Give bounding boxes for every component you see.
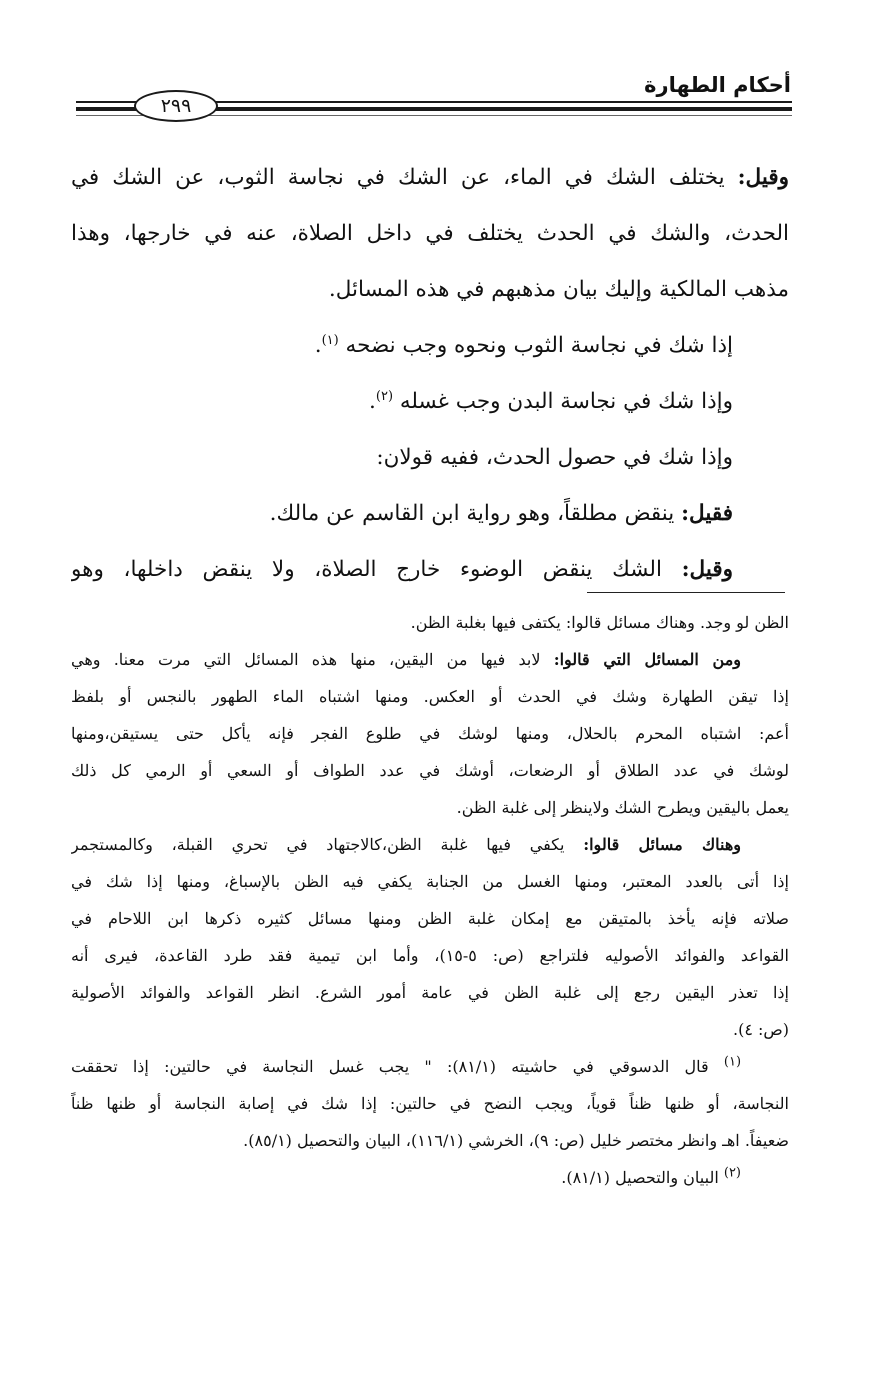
text-line (71, 150, 789, 206)
footnote-line (71, 826, 789, 863)
line-text: يختلف الشك في الماء، عن الشك في نجاسة الثوب، عن الشك في (71, 165, 738, 190)
line-lead: وقيل: (737, 165, 789, 190)
page-number: ٢٩٩ (134, 90, 218, 122)
line-text: إذا أتى بالعدد المعتبر، ومنها الغسل من الجنابة يكفي فيه الظن بالإسباغ، ومنها إذا شك في (71, 872, 789, 891)
line-text: قال الدسوقي في حاشيته (٨١/١): " يجب غسل النجاسة في حالتين: إذا تحققت (71, 1057, 724, 1076)
footnote-line (71, 1085, 789, 1122)
line-text: إذا شك في نجاسة الثوب ونحوه وجب نضحه (345, 333, 733, 358)
footnote-line (71, 789, 789, 826)
line-text: يكفي فيها غلبة الظن،كالاجتهاد في تحري القبلة، وكالمستجمر (71, 835, 584, 854)
line-lead: وقيل: (681, 557, 733, 582)
footnote-marker: (٢) (723, 1165, 741, 1181)
footnote-line (71, 1159, 789, 1196)
footnote-marker: (٢) (375, 388, 394, 404)
main-text-block (71, 150, 789, 598)
footnotes-block (71, 604, 789, 1196)
line-text: مذهب المالكية وإليك بيان مذهبهم في هذه المسائل. (328, 277, 789, 302)
line-text: وإذا شك في نجاسة البدن وجب غسله (399, 389, 733, 414)
line-lead: فقيل: (681, 501, 733, 526)
footnote-line (71, 1048, 789, 1085)
line-tail: . (314, 333, 322, 358)
footnote-line (71, 641, 789, 678)
line-text: إذا تيقن الطهارة وشك في الحدث أو العكس. ومنها اشتباه الماء الطهور بالنجس أو بلفظ (71, 687, 789, 706)
footnote-line (71, 863, 789, 900)
text-line (71, 374, 789, 430)
line-text: يعمل باليقين ويطرح الشك ولاينظر إلى غلبة الظن. (456, 798, 789, 817)
line-text: لوشك في عدد الطلاق أو الرضعات، أوشك في عدد الطواف أو السعي أو الرمي كل ذلك (71, 761, 789, 780)
line-text: الحدث، والشك في الحدث يختلف في داخل الصلاة، عنه في خارجها، وهذا (71, 221, 789, 246)
footnote-line (71, 604, 789, 641)
footnote-marker: (١) (321, 332, 339, 348)
text-line (71, 430, 789, 486)
line-text: ضعيفاً. اهـ وانظر مختصر خليل (ص: ٩)، الخرشي (١١٦/١)، البيان والتحصيل (٨٥/١). (243, 1131, 789, 1150)
running-header-title: أحكام الطهارة (644, 73, 791, 97)
line-lead: وهناك مسائل قالوا: (583, 835, 742, 854)
line-text: صلاته فإنه يأخذ بالمتيقن مع إمكان غلبة الظن ومنها مسائل كثيره ذكرها ابن اللاحام في (71, 909, 789, 928)
text-line (71, 486, 789, 542)
line-text: الظن لو وجد. وهناك مسائل قالوا: يكتفى فيها بغلبة الظن. (410, 613, 789, 632)
footnote-line (71, 678, 789, 715)
line-text: البيان والتحصيل (٨١/١). (561, 1168, 724, 1187)
line-text: إذا تعذر اليقين رجع إلى غلبة الظن في عامة أمور الشرع. انظر القواعد والفوائد الأصولية (71, 983, 789, 1002)
text-line (71, 542, 789, 598)
footnote-line (71, 900, 789, 937)
line-text: لابد فيها من اليقين، منها هذه المسائل التي مرت معنا. وهي (71, 650, 554, 669)
footnote-line (71, 937, 789, 974)
footnote-marker: (١) (723, 1054, 742, 1070)
footnote-line (71, 974, 789, 1011)
line-lead: ومن المسائل التي قالوا: (553, 650, 741, 669)
footnote-line (71, 1122, 789, 1159)
text-line (71, 206, 789, 262)
line-tail: . (369, 389, 376, 414)
footnote-line (71, 1011, 789, 1048)
text-line (71, 262, 789, 318)
line-text: القواعد والفوائد الأصوليه فلتراجع (ص: ٥-١٥)، وأما ابن تيمية فقد طرد القاعدة، فيرى أنه (71, 946, 789, 965)
line-text: (ص: ٤). (733, 1020, 789, 1039)
line-text: الشك ينقض الوضوء خارج الصلاة، ولا ينقض داخلها، وهو (71, 557, 682, 582)
footnote-separator (587, 592, 785, 593)
line-text: أعم: اشتباه المحرم بالحلال، ومنها لوشك في طلوع الفجر فإنه يأكل حتى يستيقن،ومنها (71, 724, 789, 743)
footnote-line (71, 715, 789, 752)
line-text: وإذا شك في حصول الحدث، ففيه قولان: (376, 445, 733, 470)
line-text: النجاسة، أو ظنها ظناً قوياً، ويجب النضح في حالتين: إذا شك في إصابة النجاسة أو ظنها ظناً (71, 1094, 789, 1113)
footnote-line (71, 752, 789, 789)
line-text: ينقض مطلقاً، وهو رواية ابن القاسم عن مالك. (269, 501, 682, 526)
text-line (71, 318, 789, 374)
